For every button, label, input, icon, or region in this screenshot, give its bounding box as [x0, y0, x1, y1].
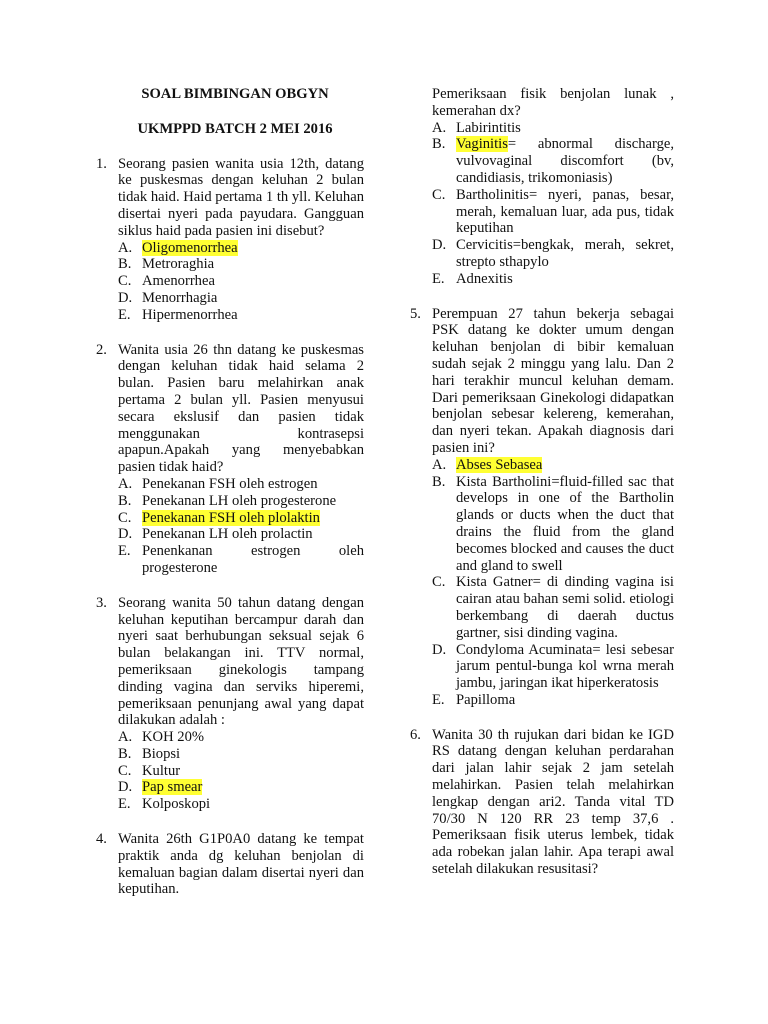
option-d: [432, 237, 674, 271]
option-d: [118, 526, 364, 543]
right-column: [410, 86, 674, 896]
document-subtitle: UKMPPD BATCH 2 MEI 2016: [137, 120, 333, 137]
option-letter: A.: [432, 119, 447, 136]
option-text: Hipermenorrhea: [142, 306, 238, 323]
option-a: [118, 240, 364, 257]
option-e: [118, 796, 364, 813]
question-text: Wanita 30 th rujukan dari bidan ke IGD RS datang dengan keluhan perdarahan dari jalan lahir sejak 2 jam setelah melahirkan. Pasien telah melahirkan lengkap dengan ari2. Tanda vital TD 70/30 N 120 RR 23 temp 37,6 . Pemeriksaan fisik uterus lembek, tidak ada robekan jalan lahir. Apa terapi awal setelah dilakukan resusitasi?: [432, 726, 674, 878]
option-text: Labirintitis: [456, 119, 521, 136]
option-letter: B.: [432, 473, 446, 490]
question-text: Wanita 26th G1P0A0 datang ke tempat praktik anda dg keluhan benjolan di kemaluan bagian dalam disertai nyeri dan keputihan.: [118, 831, 364, 898]
question-1: [96, 156, 364, 324]
question-number: 3.: [96, 594, 107, 611]
option-a: [118, 729, 364, 746]
option-e: [118, 307, 364, 324]
question-3: [96, 595, 364, 813]
option-letter: B.: [118, 492, 132, 509]
option-letter: D.: [118, 526, 133, 543]
question-text: Seorang wanita 50 tahun datang dengan keluhan keputihan bercampur darah dan nyeri saat berhubungan seksual sejak 6 bulan belakangan ini. TTV normal, pemeriksaan ginekologis tampang dinding vagina dan serviks hiperemi, pemeriksaan penunjang awal yang dapat dilakukan adalah :: [118, 594, 364, 729]
option-text: Bartholinitis= nyeri, panas, besar, merah, kemaluan luar, ada pus, tidak keputihan: [456, 186, 674, 237]
question-number: 4.: [96, 831, 107, 848]
option-text-highlighted: Penekanan FSH oleh plolaktin: [142, 509, 320, 526]
option-text: Amenorrhea: [142, 273, 215, 290]
option-text-highlighted: Oligomenorrhea: [142, 239, 238, 256]
question-number: 5.: [410, 305, 421, 322]
option-letter: D.: [118, 779, 133, 796]
option-letter: E.: [118, 543, 131, 560]
option-letter: B.: [432, 136, 446, 153]
option-a: [432, 120, 674, 137]
option-c: [432, 574, 674, 641]
option-letter: E.: [118, 796, 131, 813]
option-text: Biopsi: [142, 745, 181, 762]
option-e: [432, 692, 674, 709]
option-letter: E.: [432, 691, 445, 708]
option-letter: C.: [432, 186, 446, 203]
question-text: Wanita usia 26 thn datang ke puskesmas dengan keluhan tidak haid selama 2 bulan. Pasien baru melahirkan anak pertama 2 bulan yll. Pasien menyusui secara ekslusif dan pasien tidak menggunakan kontrasepsi apapun.Apakah yang menyebabkan pasien tidak haid?: [118, 341, 364, 476]
option-letter: E.: [432, 270, 445, 287]
option-text: Papilloma: [456, 691, 516, 708]
option-b: [118, 493, 364, 510]
option-b: [118, 746, 364, 763]
question-6: [410, 727, 674, 878]
option-text-highlighted: Abses Sebasea: [456, 456, 543, 473]
option-b: [432, 474, 674, 575]
option-c: [118, 273, 364, 290]
option-a: [432, 457, 674, 474]
option-letter: E.: [118, 306, 131, 323]
option-text: Metroraghia: [142, 256, 215, 273]
option-letter: C.: [118, 762, 132, 779]
option-text: Penekanan LH oleh prolactin: [142, 526, 313, 543]
left-column: [96, 86, 364, 916]
option-text: Adnexitis: [456, 270, 513, 287]
option-text: = abnormal discharge, vulvovaginal discomfort (bv, candidiasis, trikomoniasis): [456, 136, 674, 186]
option-letter: D.: [118, 289, 133, 306]
question-number: 6.: [410, 726, 421, 743]
document-title: SOAL BIMBINGAN OBGYN: [141, 86, 329, 102]
option-letter: A.: [432, 456, 447, 473]
option-text: Condyloma Acuminata= lesi sebesar jarum pentul-bunga kol wrna merah jambu, jaringan ikat hiperkeratosis: [456, 641, 674, 692]
option-letter: B.: [118, 745, 132, 762]
option-text: Kultur: [142, 762, 181, 779]
option-text: Penekanan LH oleh progesterone: [142, 492, 337, 509]
question-text: Seorang pasien wanita usia 12th, datang ke puskesmas dengan keluhan 2 bulan tidak haid. Haid pertama 1 th yll. Keluhan disertai nyeri pada payudara. Gangguan siklus haid pada pasien ini disebut?: [118, 155, 364, 239]
question-text-continued: Pemeriksaan fisik benjolan lunak , kemerahan dx?: [432, 86, 674, 119]
option-c: [118, 510, 364, 527]
question-5: [410, 306, 674, 709]
option-letter: C.: [118, 509, 132, 526]
option-c: [118, 763, 364, 780]
option-letter: B.: [118, 256, 132, 273]
option-text: Menorrhagia: [142, 289, 218, 306]
option-text: Penekanan FSH oleh estrogen: [142, 475, 318, 492]
question-number: 1.: [96, 155, 107, 172]
question-4: [96, 831, 364, 898]
option-text: Kista Gatner= di dinding vagina isi cairan atau bahan semi solid. etiologi berkembang di daerah ductus gartner, sisi dinding vagina.: [456, 574, 674, 641]
option-letter: C.: [118, 273, 132, 290]
option-text: Kista Bartholini=fluid-filled sac that develops in one of the Bartholin glands or ducts when the duct that drains the fluid from the gland becomes blocked and causes the duct and gland to swell: [456, 473, 674, 574]
option-text-highlighted: Vaginitis: [456, 136, 508, 153]
option-e: [432, 271, 674, 288]
option-letter: A.: [118, 239, 133, 256]
option-letter: A.: [118, 475, 133, 492]
option-letter: C.: [432, 574, 446, 591]
question-4-continued: [410, 86, 674, 288]
question-number: 2.: [96, 341, 107, 358]
option-c: [432, 187, 674, 237]
option-text-highlighted: Pap smear: [142, 779, 203, 796]
option-b: [118, 256, 364, 273]
option-letter: A.: [118, 729, 133, 746]
option-text: Cervicitis=bengkak, merah, sekret, strepto sthapylo: [456, 237, 674, 270]
option-a: [118, 476, 364, 493]
question-text: Perempuan 27 tahun bekerja sebagai PSK datang ke dokter umum dengan keluhan benjolan di bibir kemaluan sudah sejak 2 minggu yang lalu. Dan 2 hari terakhir muncul keluhan demam. Dari pemeriksaan Ginekologi didapatkan benjolan sebesar kelereng, kemerahan, dan nyeri tekan. Apakah diagnosis dari pasien ini?: [432, 305, 674, 456]
option-letter: D.: [432, 641, 447, 658]
option-d: [432, 642, 674, 692]
option-text: KOH 20%: [142, 729, 205, 746]
option-b: [432, 136, 674, 186]
question-2: [96, 342, 364, 577]
option-text: Kolposkopi: [142, 796, 211, 813]
option-letter: D.: [432, 237, 447, 254]
option-text: Penenkanan estrogen oleh progesterone: [142, 543, 364, 576]
option-d: [118, 290, 364, 307]
option-d: [118, 779, 364, 796]
option-e: [118, 543, 364, 577]
